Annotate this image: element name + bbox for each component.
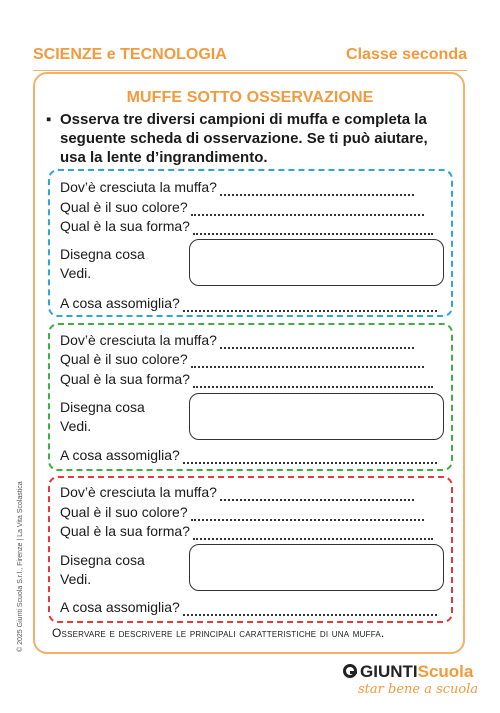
observation-card-1 — [48, 169, 453, 317]
publisher-logo — [343, 662, 479, 702]
answer-line-where[interactable] — [220, 485, 414, 501]
drawing-box[interactable] — [189, 544, 444, 591]
instruction-body: Osserva tre diversi campioni di muffa e completa la seguente scheda di osservazione. Se ti può aiutare, usa la lente d’ingrandimento. — [60, 111, 428, 166]
answer-line-color[interactable] — [191, 200, 424, 216]
question-where-row — [60, 178, 414, 196]
question-resemble-row — [60, 294, 437, 312]
worksheet-title: MUFFE SOTTO OSSERVAZIONE — [126, 89, 374, 106]
question-shape-row — [60, 522, 433, 540]
answer-line-shape[interactable] — [193, 372, 433, 388]
question-shape: Qual è la sua forma? — [60, 523, 190, 539]
answer-line-resemble[interactable] — [183, 296, 437, 312]
observation-card-2 — [48, 323, 453, 471]
drawing-box[interactable] — [189, 393, 444, 440]
draw-prompt — [60, 398, 145, 436]
g-logo-icon — [343, 664, 357, 678]
question-shape: Qual è la sua forma? — [60, 218, 190, 234]
question-color: Qual è il suo colore? — [60, 351, 188, 367]
instruction-text — [46, 110, 446, 167]
answer-line-color[interactable] — [191, 505, 424, 521]
question-color: Qual è il suo colore? — [60, 504, 188, 520]
question-resemble-row — [60, 446, 437, 464]
question-resemble-row — [60, 598, 437, 616]
logo-wordmark — [343, 662, 473, 682]
class-label: Classe seconda — [346, 46, 467, 63]
page-header — [33, 46, 467, 66]
question-resemble: A cosa assomiglia? — [60, 447, 180, 463]
drawing-box[interactable] — [189, 239, 444, 286]
learning-objective: Osservare e descrivere le principali caratteristiche di una muffa. — [52, 626, 385, 640]
observation-card-3 — [48, 476, 453, 623]
question-shape-row — [60, 370, 433, 388]
answer-line-shape[interactable] — [193, 219, 433, 235]
question-color-row — [60, 198, 424, 216]
bullet-icon: ▪ — [46, 111, 52, 128]
question-shape-row — [60, 217, 433, 235]
answer-line-shape[interactable] — [193, 524, 433, 540]
subject-label: SCIENZE e TECNOLOGIA — [33, 46, 227, 63]
question-color: Qual è il suo colore? — [60, 199, 188, 215]
draw-prompt-line-1: Disegna cosa — [60, 552, 145, 568]
question-color-row — [60, 350, 424, 368]
question-shape: Qual è la sua forma? — [60, 371, 190, 387]
question-where-row — [60, 331, 414, 349]
header-divider — [33, 70, 467, 71]
logo-brand-a: GIUNTI — [360, 662, 418, 681]
logo-tagline: star bene a scuola — [358, 682, 479, 697]
question-resemble: A cosa assomiglia? — [60, 599, 180, 615]
draw-prompt-line-1: Disegna cosa — [60, 246, 145, 262]
question-where: Dov’è cresciuta la muffa? — [60, 332, 217, 348]
question-where-row — [60, 483, 414, 501]
draw-prompt-line-2: Vedi. — [60, 418, 92, 434]
answer-line-color[interactable] — [191, 352, 424, 368]
draw-prompt-line-1: Disegna cosa — [60, 399, 145, 415]
draw-prompt-line-2: Vedi. — [60, 265, 92, 281]
answer-line-where[interactable] — [220, 333, 414, 349]
logo-brand-b: Scuola — [417, 662, 474, 681]
question-resemble: A cosa assomiglia? — [60, 295, 180, 311]
answer-line-resemble[interactable] — [183, 448, 437, 464]
draw-prompt-line-2: Vedi. — [60, 571, 92, 587]
answer-line-resemble[interactable] — [183, 600, 437, 616]
question-where: Dov’è cresciuta la muffa? — [60, 484, 217, 500]
draw-prompt — [60, 551, 145, 589]
copyright-notice: © 2025 Giunti Scuola S.r.l., Firenze | La Vita Scolastica — [17, 481, 24, 652]
question-color-row — [60, 503, 424, 521]
answer-line-where[interactable] — [220, 180, 414, 196]
draw-prompt — [60, 245, 145, 283]
question-where: Dov’è cresciuta la muffa? — [60, 179, 217, 195]
